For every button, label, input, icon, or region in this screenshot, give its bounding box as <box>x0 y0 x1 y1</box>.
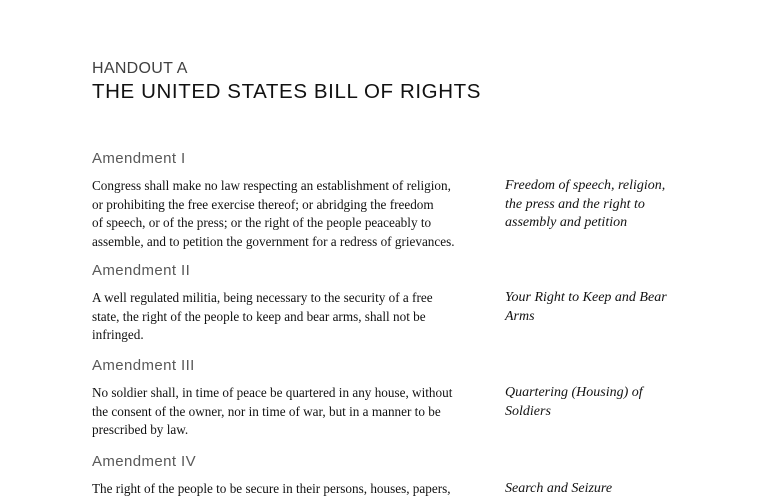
amendment-3-summary: Quartering (Housing) of Soldiers <box>505 385 643 419</box>
amendment-1-summary: Freedom of speech, religion, the press and the right to assembly and petition <box>505 178 666 230</box>
amendment-3-text: No soldier shall, in time of peace be quartered in any house, without the consent of the owner, nor in time of war, but in a manner to be prescribed by law. <box>92 385 453 437</box>
page-title: THE UNITED STATES BILL OF RIGHTS <box>92 80 482 103</box>
amendment-1-heading: Amendment I <box>92 150 186 167</box>
amendment-1-text: Congress shall make no law respecting an establishment of religion, or prohibiting the free exercise thereof; or abridging the freedom of speech, or of the press; or the right of the people peaceably to assemble, and to petition the government for a redress of grievances. <box>92 178 455 249</box>
amendment-3-heading: Amendment III <box>92 357 195 374</box>
amendment-4-summary: Search and Seizure <box>505 481 613 496</box>
handout-label: HANDOUT A <box>92 60 188 77</box>
amendment-2-heading: Amendment II <box>92 262 191 279</box>
amendment-4-heading: Amendment IV <box>92 453 197 470</box>
amendment-2-summary: Your Right to Keep and Bear Arms <box>505 290 667 324</box>
amendment-2-text: A well regulated militia, being necessary to the security of a free state, the right of the people to keep and bear arms, shall not be infringed. <box>92 290 433 342</box>
amendment-4-text: The right of the people to be secure in their persons, houses, papers, <box>92 481 451 496</box>
